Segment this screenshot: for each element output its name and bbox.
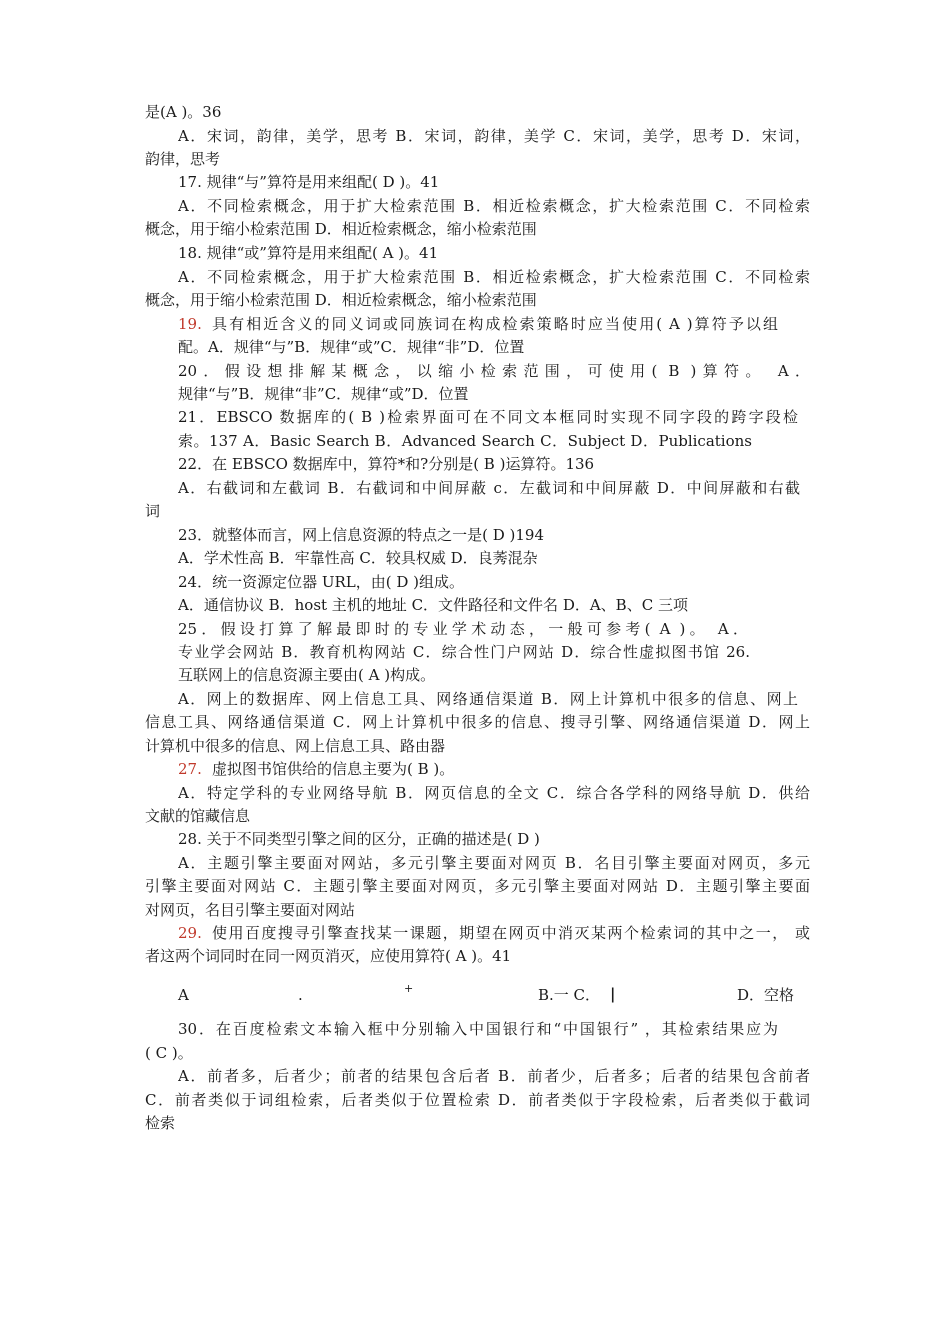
text-line: 者这两个词同时在同一网页消灭，应使用算符( A )。41 xyxy=(145,947,512,965)
text-line: 具有相近含义的同义词或同族词在构成检索策略时应当使用( A )算符予以组 xyxy=(212,315,778,333)
option-bc: B.一 C． xyxy=(538,986,601,1004)
text-line: A．特定学科的专业网络导航 B．网页信息的全文 C．综合各学科的网络导航 D．供给 xyxy=(178,784,810,802)
text-line: 检索 xyxy=(145,1114,176,1132)
text-line: 概念，用于缩小检索范围 D．相近检索概念，缩小检索范围 xyxy=(145,220,537,238)
text-line: 虚拟图书馆供给的信息主要为( B )。 xyxy=(212,760,455,778)
text-line: 28. 关于不同类型引擎之间的区分，正确的描述是( D ) xyxy=(178,830,540,848)
text-line: C．前者类似于词组检索，后者类似于位置检索 D．前者类似于字段检索，后者类似于截词 xyxy=(145,1091,810,1109)
question-number: 19. xyxy=(178,315,202,333)
text-line: 索。137 A．Basic Search B．Advanced Search C．Subject D．Publications xyxy=(178,432,752,450)
text-line: 23．就整体而言，网上信息资源的特点之一是( D )194 xyxy=(178,526,544,544)
text-line: 专业学会网站 B．教育机构网站 C．综合性门户网站 D．综合性虚拟图书馆 26. xyxy=(178,643,750,661)
text-line: 概念，用于缩小检索范围 D．相近检索概念，缩小检索范围 xyxy=(145,291,537,309)
option-bar: | xyxy=(610,985,616,1003)
text-line: 是(A )。36 xyxy=(145,103,222,121)
question-number: 29. xyxy=(178,924,202,942)
text-line: 22．在 EBSCO 数据库中，算符*和?分别是( B )运算符。136 xyxy=(178,455,595,473)
text-line: A．右截词和左截词 B．右截词和中间屏蔽 c．左截词和中间屏蔽 D．中间屏蔽和右截 xyxy=(178,479,800,497)
option-plus: + xyxy=(404,982,414,995)
text-line: 使用百度搜寻引擎查找某一课题，期望在网页中消灭某两个检索词的其中之一， 或 xyxy=(212,924,810,942)
text-line: 20．假设想排解某概念，以缩小检索范围，可使用( B )算符。 A． xyxy=(178,362,810,380)
option-a: A xyxy=(178,986,189,1004)
text-line: A．前者多，后者少；前者的结果包含后者 B．前者少，后者多；后者的结果包含前者 xyxy=(178,1067,810,1085)
text-line: A．不同检索概念，用于扩大检索范围 B．相近检索概念，扩大检索范围 C．不同检索 xyxy=(178,197,810,215)
text-line: 规律“与”B．规律“非”C．规律“或”D．位置 xyxy=(178,385,469,403)
option-d: D．空格 xyxy=(737,986,795,1004)
text-line: 文献的馆藏信息 xyxy=(145,807,251,825)
text-line: 18. 规律“或”算符是用来组配( A )。41 xyxy=(178,244,439,262)
text-line: 韵律，思考 xyxy=(145,150,221,168)
text-line: 25．假设打算了解最即时的专业学术动态，一般可参考( A )。 A． xyxy=(178,620,748,638)
text-line: A．不同检索概念，用于扩大检索范围 B．相近检索概念，扩大检索范围 C．不同检索 xyxy=(178,268,810,286)
text-line: A．通信协议 B．host 主机的地址 C．文件路径和文件名 D．A、B、C 三项 xyxy=(178,596,688,614)
text-line: 配。A．规律“与”B．规律“或”C．规律“非”D．位置 xyxy=(178,338,525,356)
text-line: A．宋词，韵律，美学，思考 B．宋词，韵律，美学 C．宋词，美学，思考 D．宋词， xyxy=(178,127,810,145)
text-line: ( C )。 xyxy=(145,1044,193,1062)
text-line: 引擎主要面对网站 C．主题引擎主要面对网页，多元引擎主要面对网站 D．主题引擎主要面 xyxy=(145,877,810,895)
question-number: 27. xyxy=(178,760,202,778)
text-line: 21．EBSCO 数据库的( B )检索界面可在不同文本框同时实现不同字段的跨字段检 xyxy=(178,408,798,426)
text-line: A．主题引擎主要面对网站，多元引擎主要面对网页 B．名目引擎主要面对网页，多元 xyxy=(178,854,810,872)
text-line: 词 xyxy=(145,502,161,520)
text-line: 24．统一资源定位器 URL，由( D )组成。 xyxy=(178,573,465,591)
text-line: 对网页，名目引擎主要面对网站 xyxy=(145,901,356,919)
option-dot: . xyxy=(298,986,303,1004)
text-line: 30．在百度检索文本输入框中分别输入中国银行和“中国银行” ，其检索结果应为 xyxy=(178,1020,778,1038)
text-line: 互联网上的信息资源主要由( A )构成。 xyxy=(178,666,436,684)
text-line: A．学术性高 B．牢靠性高 C．较具权威 D．良莠混杂 xyxy=(178,549,538,567)
text-line: 17. 规律“与”算符是用来组配( D )。41 xyxy=(178,173,440,191)
text-line: 信息工具、网络通信渠道 C．网上计算机中很多的信息、搜寻引擎、网络通信渠道 D．网上 xyxy=(145,713,810,731)
text-line: A．网上的数据库、网上信息工具、网络通信渠道 B．网上计算机中很多的信息、网上 xyxy=(178,690,798,708)
text-line: 计算机中很多的信息、网上信息工具、路由器 xyxy=(145,737,446,755)
